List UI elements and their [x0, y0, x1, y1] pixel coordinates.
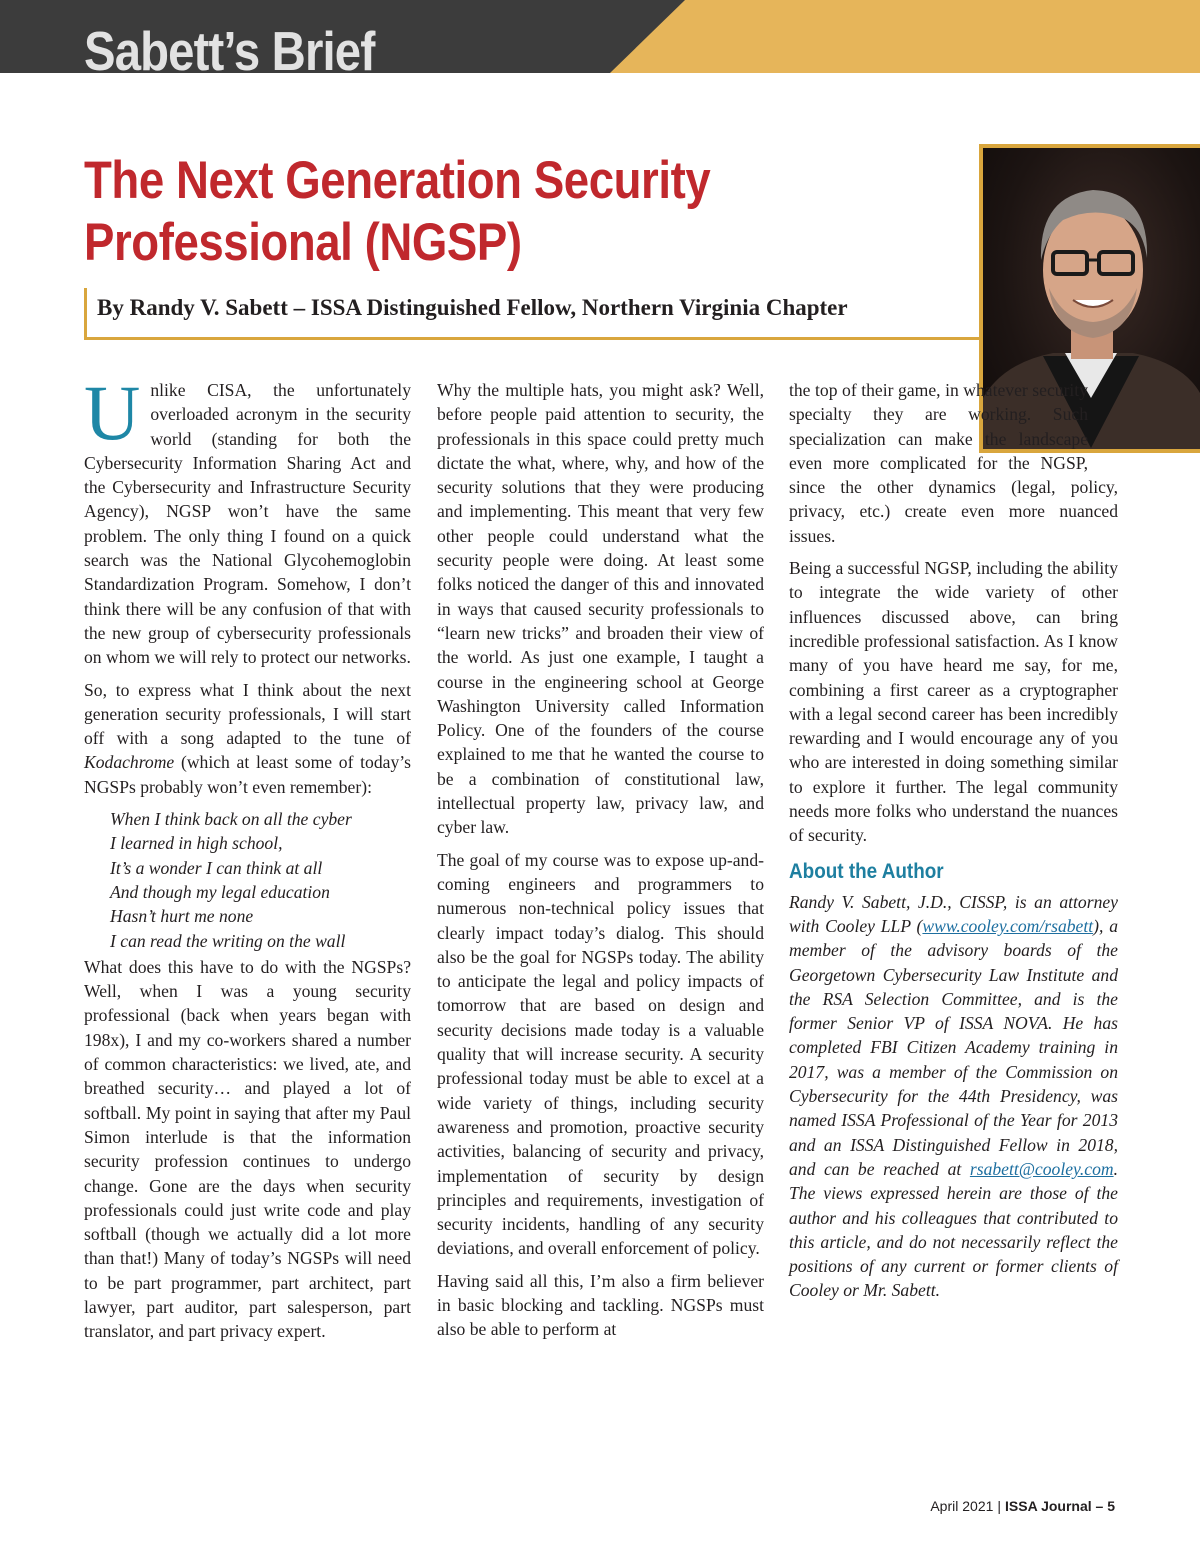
- paragraph: Why the multiple hats, you might ask? Well, before people paid attention to security, the professionals in this space could pretty much dictate the what, where, why, and how of the security solutions that they were producing and implementing. This meant that very few other people could understand what the security people were doing. At least some folks noticed the danger of this and innovated in ways that caused security professionals to “learn new tricks” and broaden their view of the world. As just one example, I taught a course in the engineering school at George Washington University called Information Policy. One of the founders of the course explained to me that he wanted the course to be a combination of constitutional law, intellectual property law, privacy law, and cyber law.: [437, 380, 764, 838]
- paragraph-text: (which at least some of today’s NGSPs probably won’t even remember):: [84, 752, 411, 797]
- section-title: Sabett’s Brief: [84, 20, 376, 74]
- author-email-link[interactable]: rsabett@cooley.com: [969, 1158, 1114, 1179]
- header-band-gold: [610, 0, 1200, 73]
- about-author-heading: About the Author: [789, 859, 944, 883]
- verse-line: It’s a wonder I can think at all: [110, 857, 323, 878]
- page-footer: [930, 1498, 1115, 1514]
- author-web-link[interactable]: www.cooley.com/rsabett: [922, 915, 1094, 936]
- about-author-text: [789, 890, 1118, 1303]
- paragraph: Having said all this, I’m also a firm believer in basic blocking and tackling. NGSPs must also be able to perform at: [437, 1270, 764, 1340]
- article-title-line-2: Professional (NGSP): [84, 213, 522, 272]
- paragraph: [84, 678, 411, 799]
- paragraph: Being a successful NGSP, including the ability to integrate the wide variety of other influences discussed above, can bring incredible professional satisfaction. As I know many of you have heard me say, for me, combining a first career as a cryptographer with a legal second career has been incredibly rewarding and I would encourage any of you who are interested in doing something similar to explore it further. The legal community needs more folks who understand the nuances of security.: [789, 558, 1118, 846]
- drop-cap: U: [84, 369, 141, 456]
- about-text: Randy V. Sabett, J.D., CISSP, is an attorney with Cooley LLP (: [789, 891, 1118, 936]
- verse-line: I learned in high school,: [110, 833, 283, 854]
- body-column-2: [437, 378, 764, 1350]
- about-text: . The views expressed herein are those of the author and his colleagues that contributed to this article, and do not necessarily reflect the positions of any current or former clients of Cooley or Mr. Sabett.: [789, 1158, 1118, 1301]
- paragraph: What does this have to do with the NGSPs? Well, when I was a young security professional (back when years began with 198x), I and my co-workers shared a number of common characteristics: we lived, ate, and breathed security… and played a lot of softball. My point in saying that after my Paul Simon interlude is that the information security profession continues to undergo change. Gone are the days when security professionals could just write code and play softball (though we actually did a lot more than that!) Many of today’s NGSPs will need to be part programmer, part architect, part lawyer, part auditor, part salesperson, part translator, and part privacy expert.: [84, 956, 411, 1342]
- byline-rule-left: [84, 288, 87, 340]
- body-column-3: [789, 378, 1118, 1311]
- paragraph: the top of their game, in whatever security specialty they are working. Such specialization can make the landscape even more complicated for the NGSP, since the other dynamics (legal, policy, privacy, etc.) create even more nuanced issues.: [789, 380, 1118, 546]
- byline-rule-bottom: [84, 337, 980, 340]
- paragraph-text: So, to express what I think about the next generation security professionals, I will start off with a song adapted to the tune of: [84, 679, 411, 749]
- verse-line: When I think back on all the cyber: [110, 809, 352, 830]
- issue-date: April 2021: [930, 1498, 994, 1514]
- verse-line: Hasn’t hurt me none: [110, 906, 254, 927]
- paragraph: [84, 369, 411, 670]
- journal-page: ISSA Journal – 5: [1005, 1498, 1115, 1514]
- song-verse: [84, 807, 411, 953]
- about-text: ), a member of the advisory boards of the Georgetown Cybersecurity Law Institute and the RSA Selection Committee, and is the former Senior VP of ISSA NOVA. He has completed FBI Citizen Academy training in 2017, was a member of the Commission on Cybersecurity for the 44th Presidency, was named ISSA Professional of the Year for 2013 and an ISSA Distinguished Fellow in 2018, and can be reached at: [789, 915, 1118, 1179]
- byline: By Randy V. Sabett – ISSA Distinguished Fellow, Northern Virginia Chapter: [97, 295, 848, 320]
- photo-wrap-space: [1088, 378, 1118, 466]
- paragraph-text: nlike CISA, the unfortunately overloaded acronym in the security world (standing for both the Cybersecurity Information Sharing Act and the Cybersecurity and Infrastructure Security Agency), NGSP won’t have the same problem. The only thing I found on a quick search was the National Glycohemoglobin Standardization Program. Somehow, I don’t think there will be any confusion of that with the new group of cybersecurity professionals on whom we will rely to protect our networks.: [84, 380, 411, 668]
- article-title-line-1: The Next Generation Security: [84, 151, 711, 210]
- paragraph: The goal of my course was to expose up-and-coming engineers and programmers to numerous non-technical policy issues that clearly impact today’s dialog. This should also be the goal for NGSPs today. The ability to anticipate the legal and policy impacts of tomorrow that are based on design and security decisions made today is a valuable quality that will increase security. A security professional today must be able to excel at a wide variety of things, including security awareness and promotion, proactive security activities, balancing of security and privacy, implementation of security by design principles and requirements, investigation of security incidents, handling of any security deviations, and overall enforcement of policy.: [437, 849, 764, 1259]
- footer-separator: |: [997, 1498, 1002, 1514]
- verse-line: And though my legal education: [110, 881, 330, 902]
- verse-line: I can read the writing on the wall: [110, 930, 346, 951]
- body-column-1: [84, 369, 411, 1352]
- article-title: [84, 150, 824, 274]
- song-title: Kodachrome: [84, 752, 175, 773]
